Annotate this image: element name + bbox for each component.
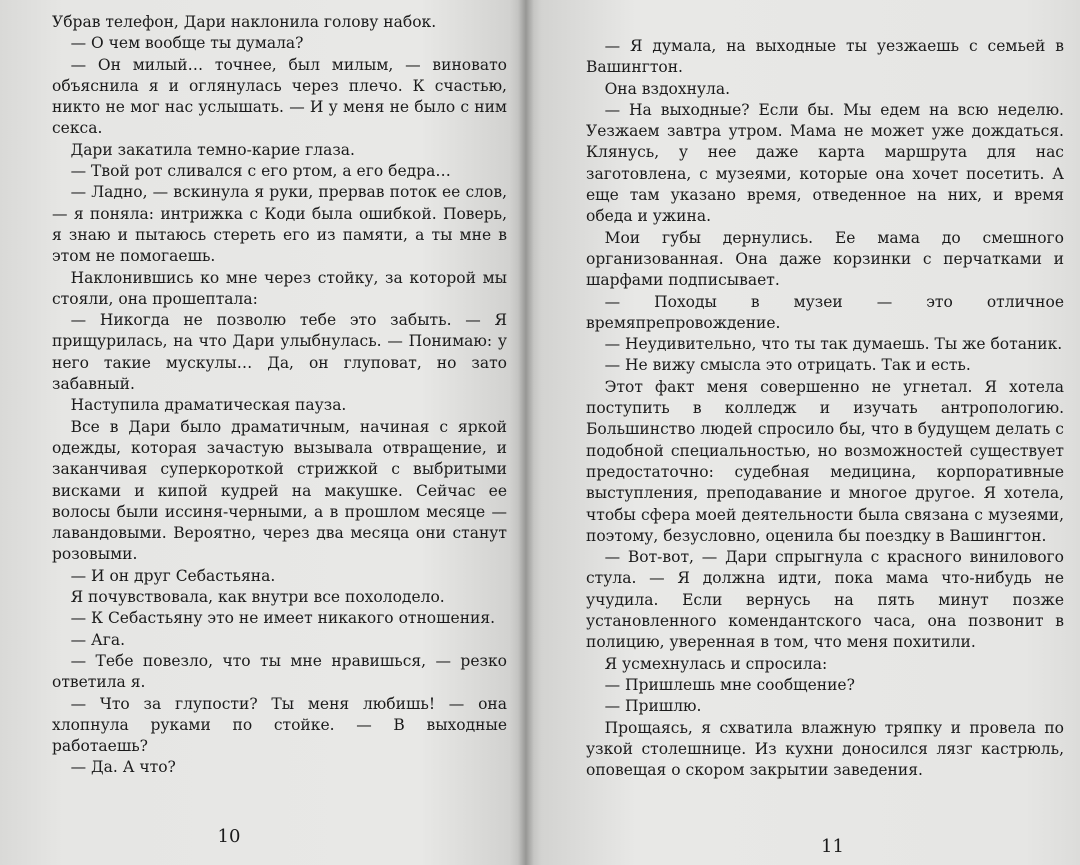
paragraph: — Неудивительно, что ты так думаешь. Ты же ботаник.: [604, 335, 1063, 354]
paragraph: Прощаясь, я схватила влажную тряпку и провела по узкой столешнице. Из кухни доносился лязг кастрюль, оповещая о скором закрытии заведения.: [586, 718, 1064, 780]
paragraph: — На выходные? Если бы. Мы едем на всю неделю. Уезжаем завтра утром. Мама не может уже дождаться. Клянусь, у нее даже карта маршрута для нас заготовлена, с музеями, которые она хочет посетить. А еще там указано время, отведенное на них, и время обеда и ужина.: [586, 100, 1064, 226]
paragraph: — Да. А что?: [70, 758, 176, 777]
paragraph: Этот факт меня совершенно не угнетал. Я хотела поступить в колледж и изучать антропологию. Большинство людей спросило бы, что в будущем делать с подобной специальностью, но возможностей существует предостаточно: судебная медицина, корпоративные выступления, преподавание и многое другое. Я хотела, чтобы сфера моей деятельности была связана с музеями, поэтому, безусловно, оценила бы поездку в Вашингтон.: [586, 377, 1064, 545]
paragraph: Наклонившись ко мне через стойку, за которой мы стояли, она прошептала:: [52, 268, 507, 308]
paragraph: — О чем вообще ты думала?: [70, 34, 304, 53]
paragraph: — Походы в музеи — это отличное времяпрепровождение.: [586, 292, 1064, 332]
paragraph: — Тебе повезло, что ты мне нравишься, — резко ответила я.: [52, 651, 507, 692]
paragraph: — Что за глупости? Ты меня любишь! — она хлопнула руками по стойке. — В выходные работаешь?: [52, 694, 507, 756]
page-number: 11: [821, 836, 844, 857]
paragraph: — Ладно, — вскинула я руки, прервав поток ее слов, — я поняла: интрижка с Коди была ошибкой. Поверь, я знаю и пытаюсь стереть его из памяти, а ты мне в этом не помогаешь.: [52, 183, 507, 266]
paragraph: Я усмехнулась и спросила:: [604, 654, 828, 673]
paragraph: — Твой рот сливался с его ртом, а его бедра…: [70, 162, 451, 181]
paragraph: — И он друг Себастьяна.: [70, 566, 276, 585]
paragraph: Дари закатила темно-карие глаза.: [70, 140, 355, 159]
left-page: [0, 0, 525, 865]
paragraph: Она вздохнула.: [604, 79, 731, 98]
right-page: [525, 0, 1080, 865]
paragraph: Мои губы дернулись. Ее мама до смешного организованная. Она даже корзинки с перчатками и шарфами подписывает.: [586, 228, 1064, 290]
paragraph: — К Себастьяну это не имеет никакого отношения.: [70, 609, 496, 628]
paragraph: — Я думала, на выходные ты уезжаешь с семьей в Вашингтон.: [586, 37, 1064, 77]
right-page-text: [586, 36, 1064, 781]
paragraph: — Он милый… точнее, был милым, — виновато объяснила я и оглянулась через плечо. К счастью, никто не мог нас услышать. — И у меня не было с ним секса.: [52, 55, 507, 138]
paragraph: Все в Дари было драматичным, начиная с яркой одежды, которая зачастую вызывала отвращение, и заканчивая суперкороткой стрижкой с выбритыми висками и кипой кудрей на макушке. Сейчас ее волосы были иссиня-черными, а в прошлом месяце — лавандовыми. Вероятно, через два месяца они станут розовыми.: [52, 417, 507, 564]
paragraph: Я почувствовала, как внутри все похолодело.: [70, 588, 445, 607]
paragraph: — Пришлю.: [604, 697, 702, 716]
paragraph: — Пришлешь мне сообщение?: [604, 675, 855, 694]
paragraph: — Ага.: [70, 630, 126, 649]
paragraph: Наступила драматическая пауза.: [70, 396, 347, 415]
paragraph: — Никогда не позволю тебе это забыть. — Я прищурилась, на что Дари улыбнулась. — Понимаю: у него такие мускулы… Да, он глуповат, но зато забавный.: [52, 311, 507, 394]
paragraph: Убрав телефон, Дари наклонила голову набок.: [52, 13, 437, 31]
paragraph: — Не вижу смысла это отрицать. Так и есть.: [604, 356, 971, 375]
paragraph: — Вот-вот, — Дари спрыгнула с красного винилового стула. — Я должна идти, пока мама что-нибудь не учудила. Если вернусь на пять минут позже установленного комендантского часа, она позвонит в полицию, уверенная в том, что меня похитили.: [586, 548, 1064, 652]
left-page-text: [52, 12, 507, 779]
page-number: 10: [217, 826, 241, 847]
